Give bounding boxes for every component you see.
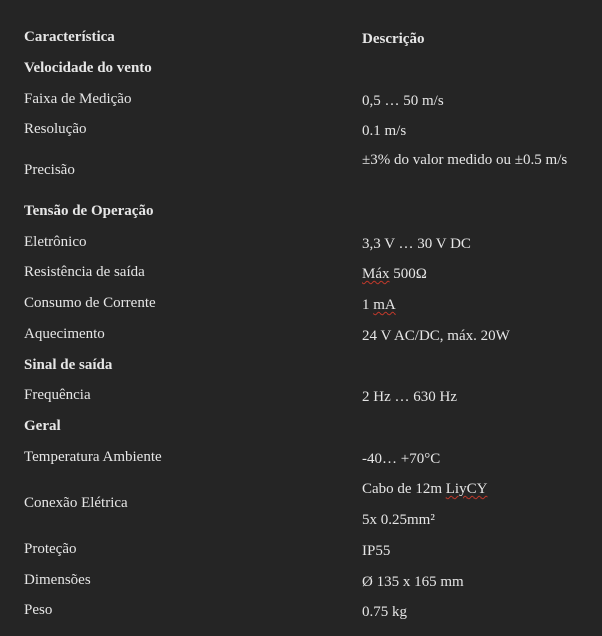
spec-value: 0.75 kg	[362, 604, 407, 620]
spec-value	[362, 295, 582, 316]
spec-value-rest: 500Ω	[389, 266, 427, 282]
spec-value: Ø 135 x 165 mm	[362, 574, 464, 590]
spec-value-number: 1	[362, 297, 374, 313]
spec-label: Aquecimento	[24, 326, 105, 342]
spec-label: Peso	[24, 602, 53, 618]
spec-label: Dimensões	[24, 572, 91, 588]
spec-value-line1	[362, 479, 582, 500]
spec-value: 0.1 m/s	[362, 123, 407, 139]
header-description: Descrição	[362, 31, 425, 47]
spec-value: 24 V AC/DC, máx. 20W	[362, 328, 510, 344]
spec-label: Temperatura Ambiente	[24, 449, 162, 465]
header-characteristic: Característica	[24, 29, 115, 45]
spec-value-text: Cabo de 12m	[362, 481, 446, 497]
section-title: Geral	[24, 418, 61, 434]
spec-value: -40… +70°C	[362, 451, 441, 467]
section-title: Tensão de Operação	[24, 203, 154, 219]
spec-value: IP55	[362, 543, 391, 559]
spec-label: Consumo de Corrente	[24, 295, 156, 311]
spec-label: Eletrônico	[24, 234, 87, 250]
section-title: Velocidade do vento	[24, 60, 152, 76]
spec-value	[362, 264, 582, 285]
spec-label: Conexão Elétrica	[24, 495, 128, 511]
spec-label: Precisão	[24, 162, 75, 178]
spellcheck-word: Máx	[362, 266, 390, 282]
spec-label: Resistência de saída	[24, 264, 145, 280]
spellcheck-word: mA	[373, 297, 396, 313]
spec-label: Frequência	[24, 387, 91, 403]
section-title: Sinal de saída	[24, 357, 113, 373]
spec-value: 3,3 V … 30 V DC	[362, 236, 471, 252]
spec-label: Resolução	[24, 121, 87, 137]
spec-value: ±3% do valor medido ou ±0.5 m/s	[362, 152, 568, 168]
spellcheck-word: LiyCY	[445, 481, 488, 497]
spec-label: Proteção	[24, 541, 77, 557]
spec-value: 0,5 … 50 m/s	[362, 93, 444, 109]
spec-value-line2: 5x 0.25mm²	[362, 512, 435, 528]
spec-label: Faixa de Medição	[24, 91, 132, 107]
spec-value: 2 Hz … 630 Hz	[362, 389, 457, 405]
